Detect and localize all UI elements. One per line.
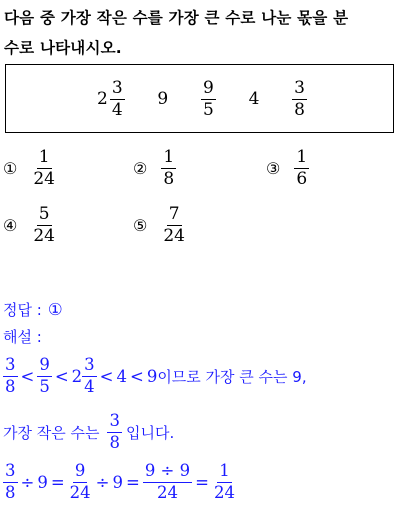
value-4: 4: [248, 89, 260, 109]
option-3[interactable]: [266, 149, 309, 188]
option-4[interactable]: [3, 206, 57, 245]
question-line-2: 수로 나타내시오.: [4, 39, 122, 57]
option-2[interactable]: [133, 149, 176, 188]
option-numerator: 7: [168, 204, 180, 224]
frac-denominator: 24: [213, 482, 235, 502]
option-mark: ④: [3, 216, 18, 235]
value-numerator: 3: [111, 77, 123, 98]
equals-sign: =: [125, 472, 140, 492]
option-denominator: 24: [33, 169, 55, 189]
value-9: 9: [146, 366, 158, 386]
question-line-1: 다음 중 가장 작은 수를 가장 큰 수로 나눈 몫을 분: [4, 9, 349, 27]
value-3-8: [292, 77, 307, 120]
less-than-sign: <: [54, 366, 69, 386]
answer-label: 정답 :: [3, 301, 42, 319]
value-numerator: 3: [294, 77, 305, 98]
less-than-sign: <: [20, 366, 35, 386]
equals-sign: =: [50, 472, 65, 492]
option-denominator: 8: [163, 169, 175, 189]
frac-denominator: 8: [5, 482, 16, 502]
option-1[interactable]: [3, 149, 57, 188]
frac-numerator: 3: [82, 357, 97, 377]
option-5[interactable]: [133, 206, 187, 245]
smallest-prefix: 가장 작은 수는: [3, 423, 100, 442]
option-mark: ①: [3, 159, 18, 178]
value-9: 9: [112, 472, 123, 492]
less-than-sign: <: [129, 366, 144, 386]
value-9: 9: [37, 472, 48, 492]
value-numerator: 9: [202, 77, 214, 98]
option-numerator: 1: [163, 147, 175, 167]
frac-denominator: 5: [39, 376, 50, 396]
value-mixed-2-3-4: [97, 77, 125, 120]
option-denominator: 24: [33, 226, 55, 246]
value-9: 9: [157, 89, 169, 109]
option-mark: ⑤: [133, 216, 148, 235]
less-than-sign: <: [99, 366, 114, 386]
frac-denominator: 8: [109, 432, 120, 452]
value-denominator: 4: [111, 99, 123, 120]
value-denominator: 5: [202, 99, 214, 120]
value-whole: 2: [97, 89, 108, 109]
frac-denominator: 24: [156, 482, 178, 502]
equals-sign: =: [195, 472, 209, 492]
frac-numerator: 3: [3, 357, 18, 377]
frac-denominator: 4: [84, 376, 95, 396]
value-9-5: [201, 77, 216, 120]
explanation-order-line: [3, 357, 307, 395]
option-mark: ③: [266, 159, 281, 178]
frac-numerator: 3: [3, 463, 18, 483]
frac-numerator: 1: [217, 463, 232, 483]
frac-numerator: 9 ÷ 9: [143, 463, 192, 483]
frac-denominator: 24: [69, 482, 91, 502]
value-4: 4: [116, 366, 127, 386]
divide-sign: ÷: [20, 472, 35, 492]
option-numerator: 1: [296, 147, 308, 167]
mixed-whole: 2: [71, 366, 83, 386]
explanation-smallest-line: [3, 413, 174, 451]
option-denominator: 6: [296, 169, 308, 189]
option-mark: ②: [133, 159, 148, 178]
answer-line: [3, 299, 63, 320]
option-denominator: 24: [163, 226, 185, 246]
frac-numerator: 9: [37, 357, 52, 377]
frac-numerator: 3: [107, 413, 122, 433]
option-numerator: 1: [38, 147, 50, 167]
option-numerator: 5: [38, 204, 50, 224]
answer-value: ①: [47, 300, 63, 319]
frac-numerator: 9: [73, 463, 88, 483]
smallest-suffix: 입니다.: [125, 423, 175, 442]
values-row: [97, 78, 307, 120]
value-denominator: 8: [294, 99, 305, 120]
frac-denominator: 8: [5, 376, 16, 396]
divide-sign: ÷: [95, 472, 110, 492]
explanation-label: 해설 :: [3, 328, 42, 346]
explanation-calc-line: [3, 463, 237, 501]
order-conclusion: 이므로 가장 큰 수는 9,: [157, 367, 307, 386]
